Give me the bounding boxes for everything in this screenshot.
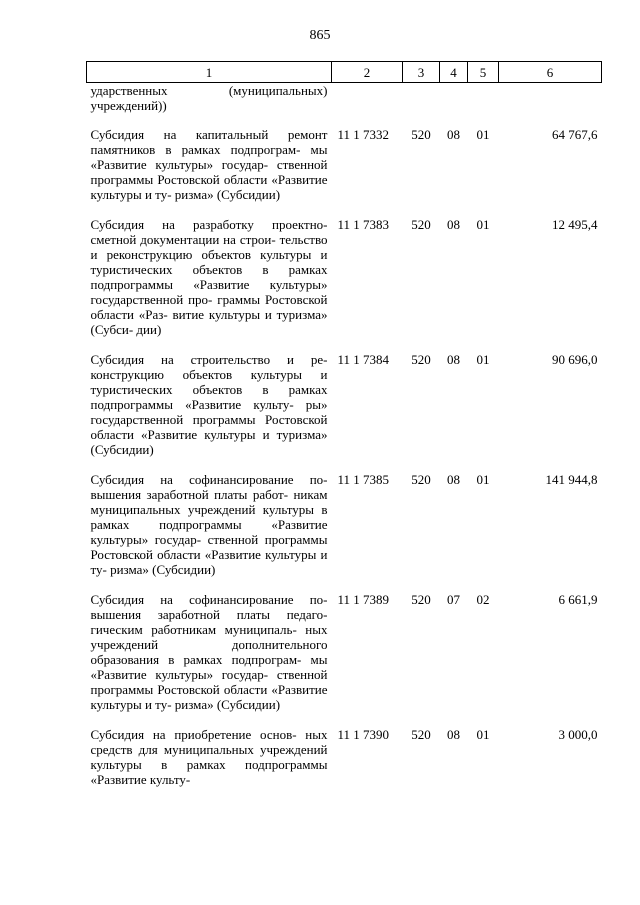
table-row — [87, 592, 602, 727]
row-expense-type: 520 — [411, 217, 431, 232]
row-description: Субсидия на разработку проектно- сметной документации на строи- тельство и реконструкцию объектов культуры и туристических объектов в рамках подпрограммы «Развитие культуры» государственной про- граммы Ростовской области «Раз- витие культуры и туризма» (Субси- дии) — [90, 217, 328, 337]
row-section: 08 — [447, 472, 460, 487]
row-section: 07 — [447, 592, 460, 607]
row-section: 08 — [447, 217, 460, 232]
row-amount: 141 944,8 — [545, 472, 598, 487]
row-target-code: 11 1 7385 — [337, 472, 390, 487]
row-subsection: 01 — [476, 127, 490, 142]
row-subsection: 01 — [476, 352, 490, 367]
header-col-6: 6 — [499, 62, 602, 83]
row-expense-type: 520 — [411, 352, 431, 367]
row-amount: 6 661,9 — [558, 592, 598, 607]
row-expense-type: 520 — [411, 592, 431, 607]
row-description: Субсидия на софинансирование по- вышения заработной платы педаго- гическим работникам муниципаль- ных учреждений дополнительного образования в рамках подпрограм- мы «Развитие культуры» государ- ственной программы Ростовской области «Развитие культуры и ту- ризма» (Субсидии) — [90, 592, 328, 712]
row-subsection: 01 — [476, 727, 490, 742]
row-target-code: 11 1 7390 — [337, 727, 390, 742]
row-target-code: 11 1 7383 — [337, 217, 390, 232]
row-amount: 64 767,6 — [552, 127, 598, 142]
row-description: Субсидия на приобретение основ- ных средств для муниципальных учреждений культуры в рамках подпрограммы «Развитие культу- — [90, 727, 328, 787]
table-row — [87, 217, 602, 352]
header-col-2: 2 — [332, 62, 403, 83]
header-col-5: 5 — [468, 62, 499, 83]
row-amount: 90 696,0 — [552, 352, 598, 367]
budget-table — [86, 61, 602, 802]
row-expense-type: 520 — [411, 127, 431, 142]
row-amount: 12 495,4 — [552, 217, 598, 232]
row-target-code: 11 1 7389 — [337, 592, 390, 607]
table-row — [87, 127, 602, 217]
row-section: 08 — [447, 127, 460, 142]
row-subsection: 02 — [476, 592, 490, 607]
row-target-code: 11 1 7332 — [337, 127, 390, 142]
row-subsection: 01 — [476, 217, 490, 232]
row-expense-type: 520 — [411, 727, 431, 742]
table-row — [87, 352, 602, 472]
row-expense-type: 520 — [411, 472, 431, 487]
row-description: ударственных (муниципальных) учреждений)) — [90, 83, 328, 113]
row-description: Субсидия на строительство и ре- конструкцию объектов культуры и туристических объектов в рамках подпрограммы «Развитие культу- ры» государственной программы Ростовской области «Развитие культуры и туризма» (Субсидии) — [90, 352, 328, 457]
page-number: 865 — [309, 28, 331, 43]
row-section: 08 — [447, 352, 460, 367]
table-row — [87, 472, 602, 592]
row-amount: 3 000,0 — [558, 727, 598, 742]
table-header-row — [87, 62, 602, 83]
row-target-code: 11 1 7384 — [337, 352, 390, 367]
header-col-1: 1 — [87, 62, 332, 83]
row-description: Субсидия на софинансирование по- вышения заработной платы работ- никам муниципальных учреждений культуры в рамках подпрограммы «Развитие культуры» государ- ственной программы Ростовской области «Развитие культуры и ту- ризма» (Субсидии) — [90, 472, 328, 577]
table-row — [87, 727, 602, 802]
table-row-continuation — [87, 83, 602, 128]
row-subsection: 01 — [476, 472, 490, 487]
header-col-4: 4 — [440, 62, 468, 83]
row-description: Субсидия на капитальный ремонт памятников в рамках подпрограм- мы «Развитие культуры» государ- ственной программы Ростовской области «Развитие культуры и ту- ризма» (Субсидии) — [90, 127, 328, 202]
row-section: 08 — [447, 727, 460, 742]
header-col-3: 3 — [403, 62, 440, 83]
